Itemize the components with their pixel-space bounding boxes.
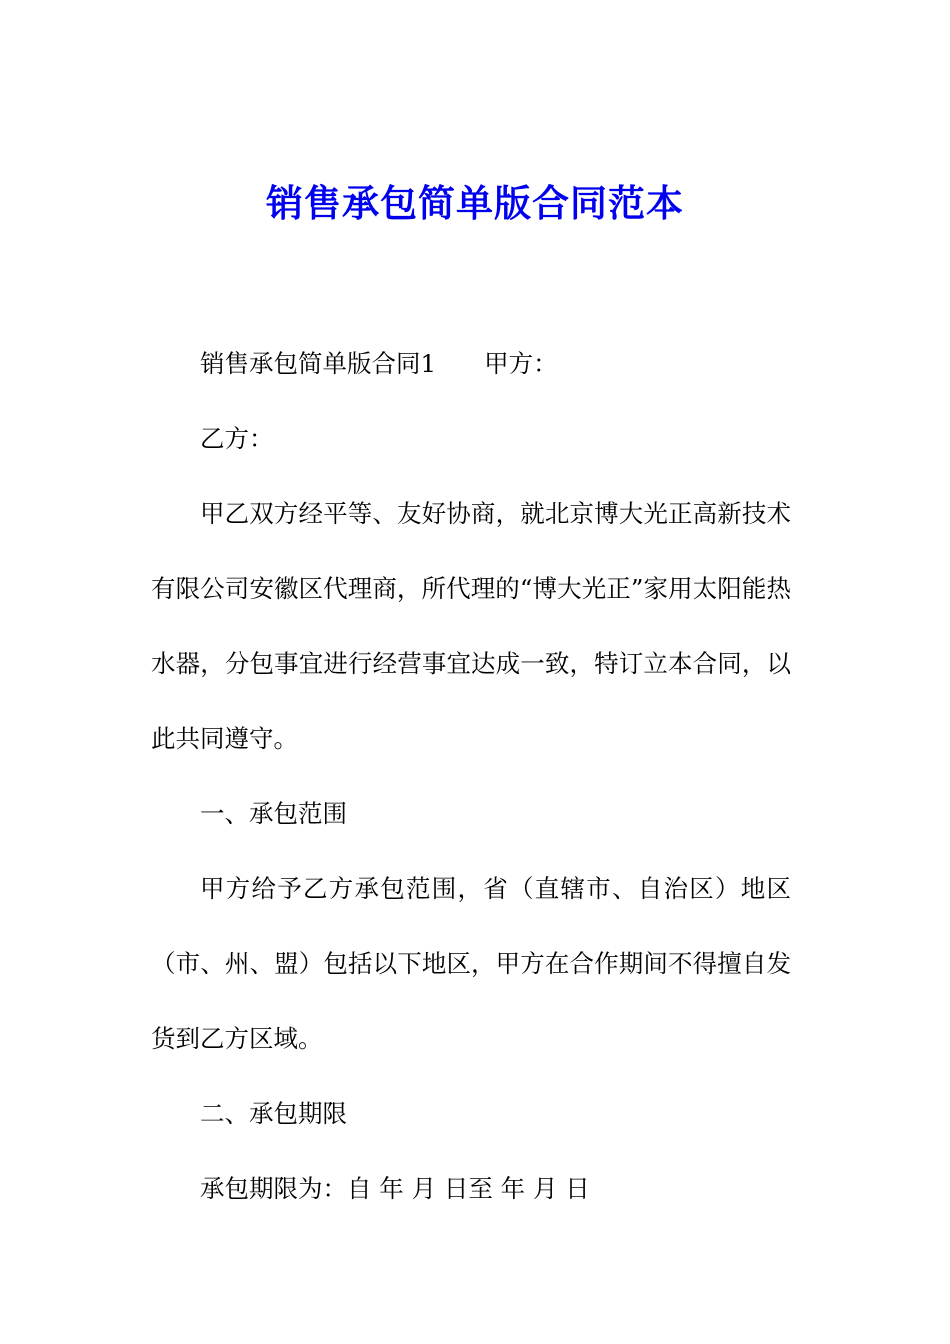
contract-number-label: 销售承包简单版合同1: [200, 349, 437, 378]
section-heading-term: 二、承包期限: [200, 1099, 347, 1128]
paragraph-parties-header: [151, 326, 791, 401]
paragraph-term: 承包期限为：自 年 月 日至 年 月 日: [200, 1174, 590, 1203]
party-a-label: 甲方：: [484, 349, 558, 378]
document-title: 销售承包简单版合同范本: [266, 182, 684, 225]
section-heading-scope: 一、承包范围: [200, 799, 347, 828]
paragraph-scope: 甲方给予乙方承包范围，省（直辖市、自治区）地区（市、州、盟）包括以下地区，甲方在合作期间不得擅自发货到乙方区域。: [151, 874, 791, 1053]
party-b-label: 乙方：: [200, 424, 274, 453]
document-body: [151, 326, 791, 1226]
paragraph-preamble: 甲乙双方经平等、友好协商，就北京博大光正高新技术有限公司安徽区代理商，所代理的“博大光正”家用太阳能热水器，分包事宜进行经营事宜达成一致，特订立本合同，以此共同遵守。: [151, 499, 791, 753]
